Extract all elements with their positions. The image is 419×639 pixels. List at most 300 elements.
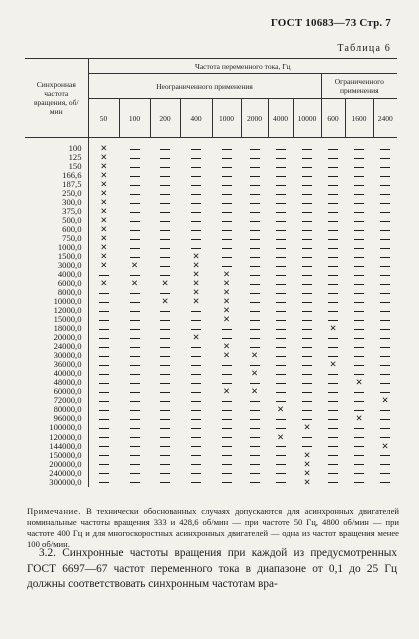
not-allowed-dash [321, 279, 345, 288]
not-allowed-dash [293, 198, 321, 207]
dash-mark [130, 158, 140, 159]
dash-mark [130, 329, 140, 330]
not-allowed-dash [88, 423, 119, 432]
dash-mark [130, 356, 140, 357]
dash-mark [276, 248, 286, 249]
not-allowed-dash [345, 279, 373, 288]
not-allowed-dash [212, 162, 241, 171]
dash-mark [250, 446, 260, 447]
not-allowed-dash [180, 460, 212, 469]
not-allowed-dash [241, 234, 268, 243]
not-allowed-dash [180, 478, 212, 487]
not-allowed-dash [212, 153, 241, 162]
dash-mark [130, 176, 140, 177]
not-allowed-dash [293, 189, 321, 198]
dash-mark [250, 410, 260, 411]
frequency-header-cell: 200 [150, 99, 180, 138]
dash-mark [380, 176, 390, 177]
not-allowed-dash [212, 189, 241, 198]
dash-mark [160, 338, 170, 339]
not-allowed-dash [180, 342, 212, 351]
not-allowed-dash [150, 198, 180, 207]
not-allowed-dash [241, 433, 268, 442]
dash-mark [191, 320, 201, 321]
not-allowed-dash [373, 198, 397, 207]
dash-mark [302, 167, 312, 168]
dash-mark [99, 482, 109, 483]
not-allowed-dash [345, 342, 373, 351]
dash-mark [380, 410, 390, 411]
not-allowed-dash [268, 279, 293, 288]
not-allowed-dash [268, 451, 293, 460]
not-allowed-dash [119, 153, 150, 162]
not-allowed-dash [373, 270, 397, 279]
not-allowed-dash [321, 306, 345, 315]
dash-mark [250, 455, 260, 456]
dash-mark [354, 311, 364, 312]
not-allowed-dash [212, 460, 241, 469]
not-allowed-dash [180, 225, 212, 234]
dash-mark [222, 239, 232, 240]
not-allowed-dash [373, 288, 397, 297]
not-allowed-dash [321, 414, 345, 423]
dash-mark [250, 176, 260, 177]
not-allowed-dash [241, 243, 268, 252]
dash-mark [328, 311, 338, 312]
dash-mark [328, 176, 338, 177]
dash-mark [99, 356, 109, 357]
allowed-mark: ✕ [329, 323, 337, 334]
dash-mark [328, 347, 338, 348]
speed-cell: 100 [68, 143, 82, 153]
dash-mark [328, 212, 338, 213]
not-allowed-dash [150, 171, 180, 180]
not-allowed-dash [293, 153, 321, 162]
dash-mark [99, 383, 109, 384]
not-allowed-dash [150, 451, 180, 460]
not-allowed-dash [321, 171, 345, 180]
not-allowed-dash [345, 261, 373, 270]
allowed-mark: ✕ [88, 180, 119, 189]
dash-mark [302, 194, 312, 195]
dash-mark [191, 167, 201, 168]
not-allowed-dash [88, 469, 119, 478]
dash-mark [222, 167, 232, 168]
speed-cell: 18000,0 [53, 323, 82, 334]
not-allowed-dash [88, 405, 119, 414]
dash-mark [380, 356, 390, 357]
not-allowed-dash [88, 442, 119, 451]
not-allowed-dash [180, 469, 212, 478]
speed-cell: 20000,0 [53, 332, 82, 343]
not-allowed-dash [212, 180, 241, 189]
dash-mark [160, 446, 170, 447]
dash-mark [302, 365, 312, 366]
dash-mark [130, 473, 140, 474]
dash-mark [99, 320, 109, 321]
not-allowed-dash [345, 207, 373, 216]
not-allowed-dash [88, 297, 119, 306]
not-allowed-dash [321, 153, 345, 162]
not-allowed-dash [150, 442, 180, 451]
not-allowed-dash [345, 270, 373, 279]
speed-cell: 166,6 [62, 170, 82, 181]
dash-mark [160, 356, 170, 357]
allowed-mark: ✕ [192, 332, 200, 343]
not-allowed-dash [321, 138, 345, 154]
not-allowed-dash [119, 433, 150, 442]
dash-mark [130, 383, 140, 384]
dash-mark [302, 158, 312, 159]
not-allowed-dash [268, 171, 293, 180]
dash-mark [99, 365, 109, 366]
dash-mark [302, 338, 312, 339]
dash-mark [191, 428, 201, 429]
dash-mark [250, 275, 260, 276]
not-allowed-dash [241, 288, 268, 297]
frequency-header-cell: 600 [321, 99, 345, 138]
speed-cell: 12000,0 [53, 305, 82, 316]
not-allowed-dash [119, 189, 150, 198]
dash-mark [191, 185, 201, 186]
dash-mark [130, 257, 140, 258]
dash-mark [160, 410, 170, 411]
dash-mark [250, 401, 260, 402]
dash-mark [222, 212, 232, 213]
not-allowed-dash [88, 451, 119, 460]
dash-mark [380, 329, 390, 330]
not-allowed-dash [241, 423, 268, 432]
not-allowed-dash [321, 433, 345, 442]
dash-mark [380, 419, 390, 420]
not-allowed-dash [241, 442, 268, 451]
dash-mark [276, 347, 286, 348]
not-allowed-dash [345, 360, 373, 369]
dash-mark [302, 302, 312, 303]
dash-mark [250, 320, 260, 321]
allowed-mark: ✕ [250, 386, 259, 397]
dash-mark [160, 365, 170, 366]
dash-mark [222, 374, 232, 375]
not-allowed-dash [180, 153, 212, 162]
dash-mark [380, 311, 390, 312]
not-allowed-dash [180, 442, 212, 451]
not-allowed-dash [345, 396, 373, 405]
dash-mark [160, 464, 170, 465]
dash-mark [354, 266, 364, 267]
allowed-mark: ✕ [303, 422, 311, 433]
dash-mark [191, 194, 201, 195]
not-allowed-dash [180, 369, 212, 378]
dash-mark [130, 347, 140, 348]
dash-mark [191, 230, 201, 231]
dash-mark [380, 374, 390, 375]
not-allowed-dash [119, 442, 150, 451]
dash-mark [380, 230, 390, 231]
allowed-mark: ✕ [88, 189, 119, 198]
dash-mark [130, 221, 140, 222]
not-allowed-dash [212, 198, 241, 207]
not-allowed-dash [268, 216, 293, 225]
not-allowed-dash [241, 315, 268, 324]
dash-mark [302, 446, 312, 447]
dash-mark [222, 257, 232, 258]
not-allowed-dash [293, 351, 321, 360]
dash-mark [222, 383, 232, 384]
dash-mark [276, 464, 286, 465]
dash-mark [328, 302, 338, 303]
not-allowed-dash [373, 180, 397, 189]
dash-mark [130, 167, 140, 168]
dash-mark [160, 383, 170, 384]
not-allowed-dash [293, 387, 321, 396]
dash-mark [380, 158, 390, 159]
dash-mark [99, 302, 109, 303]
dash-mark [380, 239, 390, 240]
not-allowed-dash [150, 138, 180, 154]
allowed-mark: ✕ [276, 404, 285, 415]
not-allowed-dash [150, 460, 180, 469]
not-allowed-dash [345, 189, 373, 198]
not-allowed-dash [241, 405, 268, 414]
not-allowed-dash [150, 333, 180, 342]
allowed-mark: ✕ [303, 467, 311, 478]
dash-mark [160, 419, 170, 420]
dash-mark [99, 428, 109, 429]
dash-mark [328, 338, 338, 339]
not-allowed-dash [119, 369, 150, 378]
dash-mark [130, 401, 140, 402]
dash-mark [302, 293, 312, 294]
frequency-header-cell: 1600 [345, 99, 373, 138]
dash-mark [328, 428, 338, 429]
not-allowed-dash [180, 315, 212, 324]
not-allowed-dash [373, 297, 397, 306]
dash-mark [276, 311, 286, 312]
dash-mark [250, 302, 260, 303]
dash-mark [302, 419, 312, 420]
dash-mark [328, 149, 338, 150]
dash-mark [302, 230, 312, 231]
not-allowed-dash [241, 216, 268, 225]
dash-mark [354, 401, 364, 402]
dash-mark [99, 275, 109, 276]
dash-mark [160, 275, 170, 276]
not-allowed-dash [321, 162, 345, 171]
dash-mark [250, 221, 260, 222]
not-allowed-dash [88, 342, 119, 351]
allowed-mark: ✕ [222, 269, 231, 280]
allowed-mark: ✕ [161, 296, 169, 307]
not-allowed-dash [180, 189, 212, 198]
not-allowed-dash [119, 207, 150, 216]
not-allowed-dash [150, 162, 180, 171]
dash-mark [302, 266, 312, 267]
dash-mark [222, 149, 232, 150]
dash-mark [276, 374, 286, 375]
dash-mark [380, 257, 390, 258]
dash-mark [191, 203, 201, 204]
dash-mark [354, 482, 364, 483]
allowed-mark: ✕ [355, 377, 363, 388]
not-allowed-dash [373, 333, 397, 342]
dash-mark [191, 383, 201, 384]
dash-mark [380, 428, 390, 429]
speed-cell: 300000,0 [49, 476, 82, 487]
not-allowed-dash [119, 423, 150, 432]
not-allowed-dash [150, 478, 180, 487]
allowed-mark: ✕ [381, 395, 389, 406]
dash-mark [130, 194, 140, 195]
not-allowed-dash [88, 351, 119, 360]
not-allowed-dash [150, 207, 180, 216]
not-allowed-dash [119, 360, 150, 369]
dash-mark [222, 266, 232, 267]
not-allowed-dash [150, 234, 180, 243]
dash-mark [250, 257, 260, 258]
not-allowed-dash [119, 378, 150, 387]
dash-mark [250, 419, 260, 420]
speed-cell: 500,0 [62, 215, 82, 226]
unlimited-use-header: Неограниченного применения [88, 74, 321, 99]
dash-mark [276, 329, 286, 330]
not-allowed-dash [373, 243, 397, 252]
dash-mark [380, 464, 390, 465]
table-row [25, 478, 397, 487]
frequency-header-cell: 2000 [241, 99, 268, 138]
dash-mark [380, 302, 390, 303]
allowed-mark: ✕ [88, 252, 119, 261]
dash-mark [328, 167, 338, 168]
not-allowed-dash [241, 478, 268, 487]
dash-mark [302, 212, 312, 213]
dash-mark [191, 419, 201, 420]
not-allowed-dash [373, 306, 397, 315]
dash-mark [160, 158, 170, 159]
not-allowed-dash [88, 333, 119, 342]
not-allowed-dash [345, 180, 373, 189]
dash-mark [380, 455, 390, 456]
not-allowed-dash [373, 234, 397, 243]
not-allowed-dash [345, 387, 373, 396]
not-allowed-dash [241, 451, 268, 460]
dash-mark [130, 149, 140, 150]
not-allowed-dash [345, 162, 373, 171]
dash-mark [130, 455, 140, 456]
not-allowed-dash [293, 270, 321, 279]
not-allowed-dash [241, 324, 268, 333]
dash-mark [328, 455, 338, 456]
dash-mark [328, 374, 338, 375]
dash-mark [160, 455, 170, 456]
dash-mark [160, 212, 170, 213]
dash-mark [130, 428, 140, 429]
not-allowed-dash [345, 324, 373, 333]
speed-cell: 125 [68, 152, 82, 163]
not-allowed-dash [241, 333, 268, 342]
dash-mark [302, 410, 312, 411]
not-allowed-dash [268, 297, 293, 306]
not-allowed-dash [345, 451, 373, 460]
speed-cell: 4000,0 [57, 269, 82, 280]
not-allowed-dash [150, 324, 180, 333]
dash-mark [276, 455, 286, 456]
not-allowed-dash [241, 198, 268, 207]
not-allowed-dash [212, 138, 241, 154]
not-allowed-dash [119, 387, 150, 396]
speed-cell: 240000,0 [49, 467, 82, 478]
not-allowed-dash [119, 243, 150, 252]
allowed-mark: ✕ [222, 296, 231, 307]
not-allowed-dash [212, 414, 241, 423]
not-allowed-dash [241, 171, 268, 180]
speed-cell: 150 [68, 161, 82, 172]
not-allowed-dash [293, 396, 321, 405]
not-allowed-dash [373, 378, 397, 387]
not-allowed-dash [293, 171, 321, 180]
not-allowed-dash [268, 162, 293, 171]
not-allowed-dash [373, 460, 397, 469]
dash-mark [250, 212, 260, 213]
frequency-header-cell: 100 [119, 99, 150, 138]
not-allowed-dash [241, 207, 268, 216]
not-allowed-dash [88, 433, 119, 442]
dash-mark [130, 185, 140, 186]
speed-cell: 144000,0 [49, 440, 82, 451]
allowed-mark: ✕ [192, 269, 200, 280]
not-allowed-dash [321, 288, 345, 297]
dash-mark [328, 437, 338, 438]
dash-mark [160, 239, 170, 240]
dash-mark [130, 230, 140, 231]
dash-mark [222, 464, 232, 465]
dash-mark [328, 473, 338, 474]
dash-mark [354, 293, 364, 294]
not-allowed-dash [88, 460, 119, 469]
not-allowed-dash [88, 414, 119, 423]
not-allowed-dash [150, 261, 180, 270]
speed-cell: 48000,0 [53, 377, 82, 388]
not-allowed-dash [345, 225, 373, 234]
not-allowed-dash [150, 469, 180, 478]
dash-mark [328, 383, 338, 384]
not-allowed-dash [345, 333, 373, 342]
not-allowed-dash [321, 460, 345, 469]
dash-mark [276, 356, 286, 357]
not-allowed-dash [321, 333, 345, 342]
dash-mark [276, 212, 286, 213]
dash-mark [276, 185, 286, 186]
limited-use-header: Ограниченного применения [321, 74, 397, 99]
dash-mark [328, 275, 338, 276]
dash-mark [250, 347, 260, 348]
not-allowed-dash [150, 433, 180, 442]
not-allowed-dash [150, 306, 180, 315]
dash-mark [130, 392, 140, 393]
dash-mark [130, 374, 140, 375]
dash-mark [250, 185, 260, 186]
not-allowed-dash [150, 360, 180, 369]
dash-mark [354, 464, 364, 465]
not-allowed-dash [373, 138, 397, 154]
not-allowed-dash [268, 315, 293, 324]
dash-mark [328, 221, 338, 222]
dash-mark [302, 320, 312, 321]
allowed-mark: ✕ [355, 413, 363, 424]
dash-mark [328, 230, 338, 231]
dash-mark [302, 248, 312, 249]
allowed-mark: ✕ [88, 216, 119, 225]
